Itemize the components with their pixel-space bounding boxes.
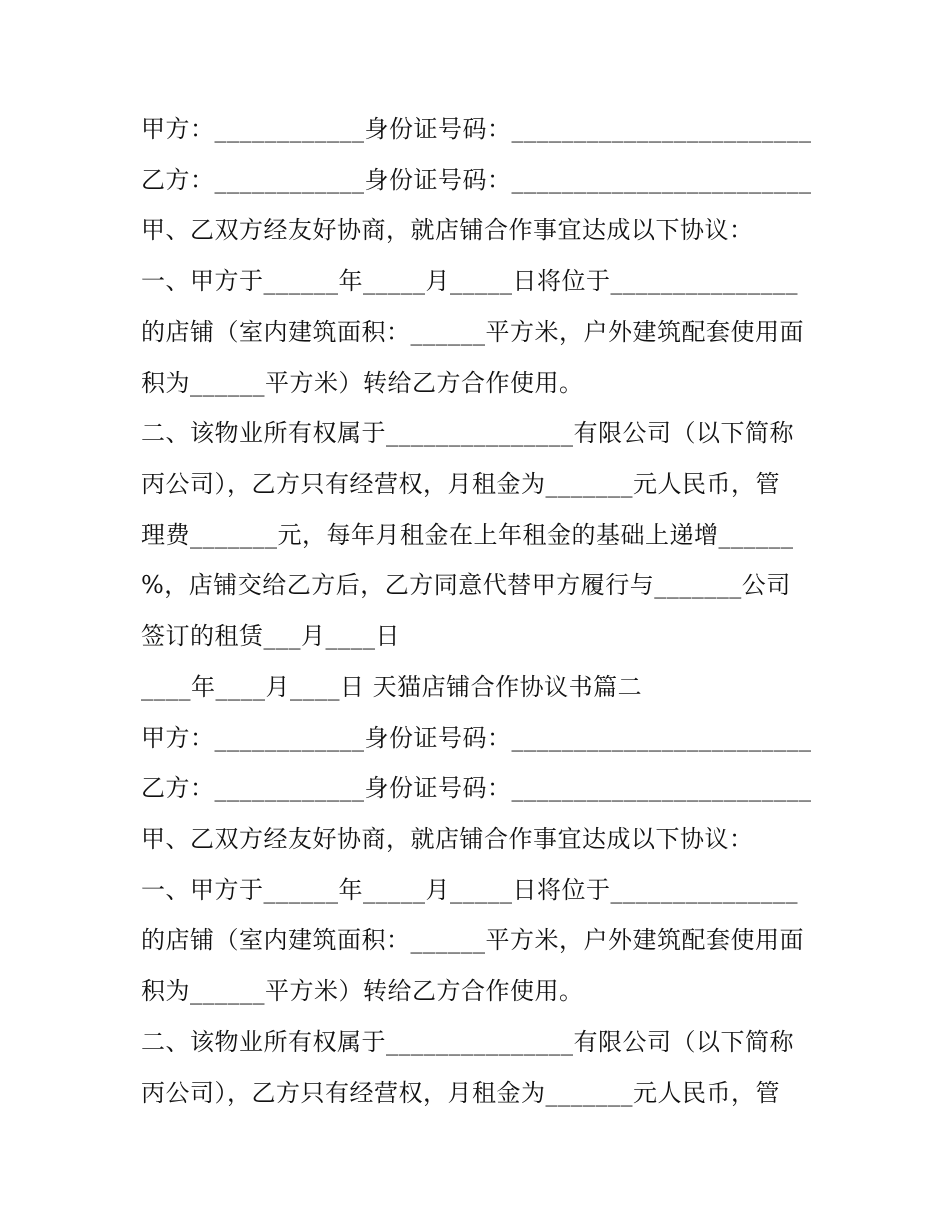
clause-one-line-3: 积为______平方米）转给乙方合作使用。 [141, 369, 584, 397]
clause-two-line-3: 理费_______元，每年月租金在上年租金的基础上递增______ [141, 521, 794, 549]
clause-one-line-2-copy: 的店铺（室内建筑面积：______平方米，户外建筑配套使用面 [141, 926, 804, 954]
agreement-intro-line-2: 甲、乙双方经友好协商，就店铺合作事宜达成以下协议： [141, 825, 754, 853]
party-b-line-2: 乙方：____________身份证号码：________________________ [141, 774, 812, 802]
clause-two-line-5: 签订的租赁___月____日 [141, 622, 400, 650]
party-a-line-2: 甲方：____________身份证号码：________________________ [141, 724, 812, 752]
clause-one-line-1: 一、甲方于______年_____月_____日将位于_______________ [141, 267, 798, 295]
agreement-intro-line: 甲、乙双方经友好协商，就店铺合作事宜达成以下协议： [141, 216, 754, 244]
clause-one-line-3-copy: 积为______平方米）转给乙方合作使用。 [141, 977, 584, 1005]
party-a-line: 甲方：____________身份证号码：________________________ [141, 115, 812, 143]
section-two-heading: ____年____月____日 天猫店铺合作协议书篇二 [141, 673, 643, 701]
clause-one-line-2: 的店铺（室内建筑面积：______平方米，户外建筑配套使用面 [141, 318, 804, 346]
clause-two-line-2-copy: 丙公司），乙方只有经营权，月租金为_______元人民币，管 [141, 1079, 780, 1107]
party-b-line: 乙方：____________身份证号码：________________________ [141, 166, 812, 194]
clause-two-line-2: 丙公司），乙方只有经营权，月租金为_______元人民币，管 [141, 470, 780, 498]
clause-two-line-4: %，店铺交给乙方后，乙方同意代替甲方履行与_______公司 [141, 571, 791, 599]
clause-two-line-1-copy: 二、该物业所有权属于_______________有限公司（以下简称 [141, 1028, 794, 1056]
clause-two-line-1: 二、该物业所有权属于_______________有限公司（以下简称 [141, 419, 794, 447]
clause-one-line-1-copy: 一、甲方于______年_____月_____日将位于_______________ [141, 876, 798, 904]
